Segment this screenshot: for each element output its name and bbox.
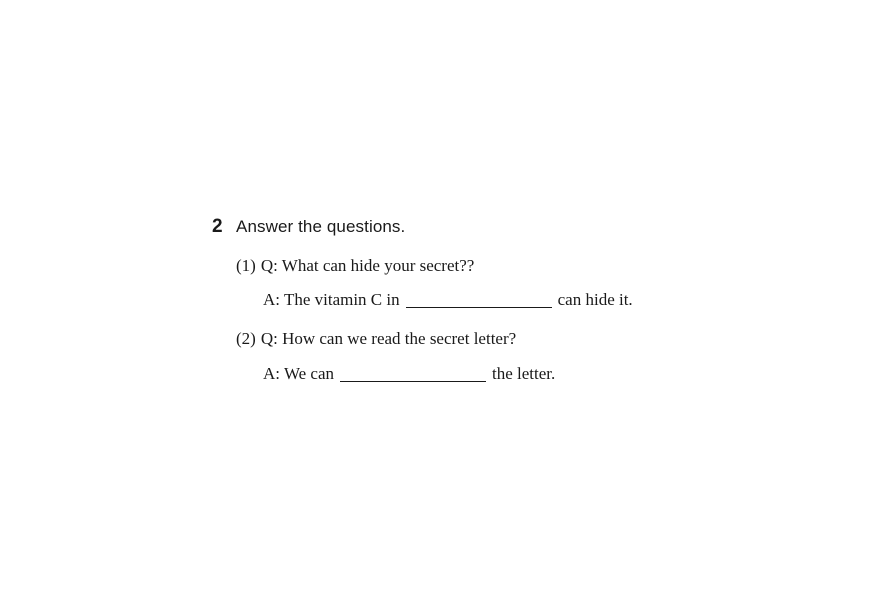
question-1-number: (1): [236, 256, 256, 275]
answer-1: [263, 290, 633, 310]
question-1-text: Q: What can hide your secret??: [260, 256, 475, 275]
exercise-instruction: Answer the questions.: [236, 217, 406, 236]
question-2-number: (2): [236, 329, 256, 348]
question-1: [236, 256, 474, 276]
answer-2-prefix: A: We can: [263, 364, 335, 383]
answer-2-suffix: the letter.: [492, 364, 556, 383]
exercise-number: 2: [212, 216, 223, 237]
answer-1-prefix: A: The vitamin C in: [263, 290, 400, 309]
question-2: [236, 329, 516, 349]
answer-1-suffix: can hide it.: [557, 290, 633, 309]
answer-1-blank[interactable]: [406, 293, 552, 308]
question-2-text: Q: How can we read the secret letter?: [260, 329, 517, 348]
exercise-heading: [212, 216, 405, 240]
answer-2-blank[interactable]: [340, 367, 486, 382]
answer-2: [263, 364, 555, 384]
